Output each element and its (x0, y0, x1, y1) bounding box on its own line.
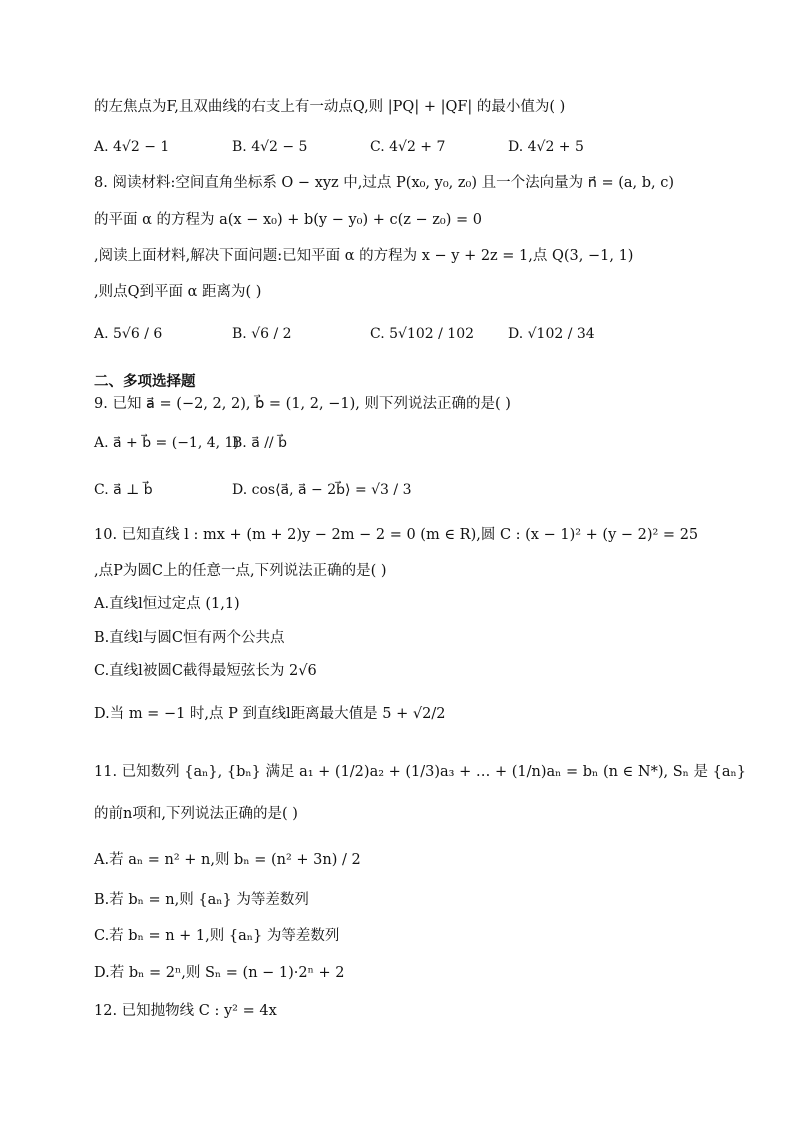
q8-line-4: ,则点Q到平面 α 距离为( ) (94, 284, 262, 300)
q11-option-b: B.若 bₙ = n,则 {aₙ} 为等差数列 (94, 892, 309, 908)
q10-option-a: A.直线l恒过定点 (1,1) (94, 596, 240, 612)
q7-option-c: C. 4√2 + 7 (370, 139, 446, 155)
q8-line-1: 8. 阅读材料:空间直角坐标系 O − xyz 中,过点 P(x₀, y₀, z₀) 且一个法向量为 n⃗ = (a, b, c) (94, 175, 675, 191)
q8-option-a: A. 5√6 / 6 (94, 326, 163, 342)
q11-option-d: D.若 bₙ = 2ⁿ,则 Sₙ = (n − 1)·2ⁿ + 2 (94, 965, 345, 981)
q11-option-c: C.若 bₙ = n + 1,则 {aₙ} 为等差数列 (94, 928, 340, 944)
q10-option-c: C.直线l被圆C截得最短弦长为 2√6 (94, 663, 317, 679)
q7-option-d: D. 4√2 + 5 (508, 139, 584, 155)
q9-stem: 9. 已知 a⃗ = (−2, 2, 2), b⃗ = (1, 2, −1), 则下列说法正确的是( ) (94, 396, 511, 412)
q9-option-b: B. a⃗ // b⃗ (232, 435, 287, 451)
q7-option-a: A. 4√2 − 1 (94, 139, 170, 155)
q11-line-1: 11. 已知数列 {aₙ}, {bₙ} 满足 a₁ + (1/2)a₂ + (1/3)a₃ + … + (1/n)aₙ = bₙ (n ∈ N*), Sₙ 是 {aₙ} (94, 764, 746, 780)
q7-option-b: B. 4√2 − 5 (232, 139, 308, 155)
q10-option-b: B.直线l与圆C恒有两个公共点 (94, 630, 285, 646)
q9-option-c: C. a⃗ ⊥ b⃗ (94, 482, 153, 498)
q9-option-a: A. a⃗ + b⃗ = (−1, 4, 1) (94, 435, 239, 451)
q8-option-b: B. √6 / 2 (232, 326, 292, 342)
q8-option-d: D. √102 / 34 (508, 326, 595, 342)
q8-line-2: 的平面 α 的方程为 a(x − x₀) + b(y − y₀) + c(z − z₀) = 0 (94, 212, 482, 228)
q8-line-3: ,阅读上面材料,解决下面问题:已知平面 α 的方程为 x − y + 2z = 1,点 Q(3, −1, 1) (94, 248, 634, 264)
q9-option-d: D. cos⟨a⃗, a⃗ − 2b⃗⟩ = √3 / 3 (232, 482, 412, 498)
q10-line-1: 10. 已知直线 l : mx + (m + 2)y − 2m − 2 = 0 (m ∈ R),圆 C : (x − 1)² + (y − 2)² = 25 (94, 527, 699, 543)
q10-line-2: ,点P为圆C上的任意一点,下列说法正确的是( ) (94, 563, 387, 579)
section-heading: 二、多项选择题 (94, 374, 196, 390)
q11-option-a: A.若 aₙ = n² + n,则 bₙ = (n² + 3n) / 2 (94, 852, 361, 868)
q10-option-d: D.当 m = −1 时,点 P 到直线l距离最大值是 5 + √2/2 (94, 706, 446, 722)
q12-line-1: 12. 已知抛物线 C : y² = 4x (94, 1003, 277, 1019)
q11-line-2: 的前n项和,下列说法正确的是( ) (94, 806, 298, 822)
q7-continuation: 的左焦点为F,且双曲线的右支上有一动点Q,则 |PQ| + |QF| 的最小值为( ) (94, 99, 566, 115)
q8-option-c: C. 5√102 / 102 (370, 326, 475, 342)
